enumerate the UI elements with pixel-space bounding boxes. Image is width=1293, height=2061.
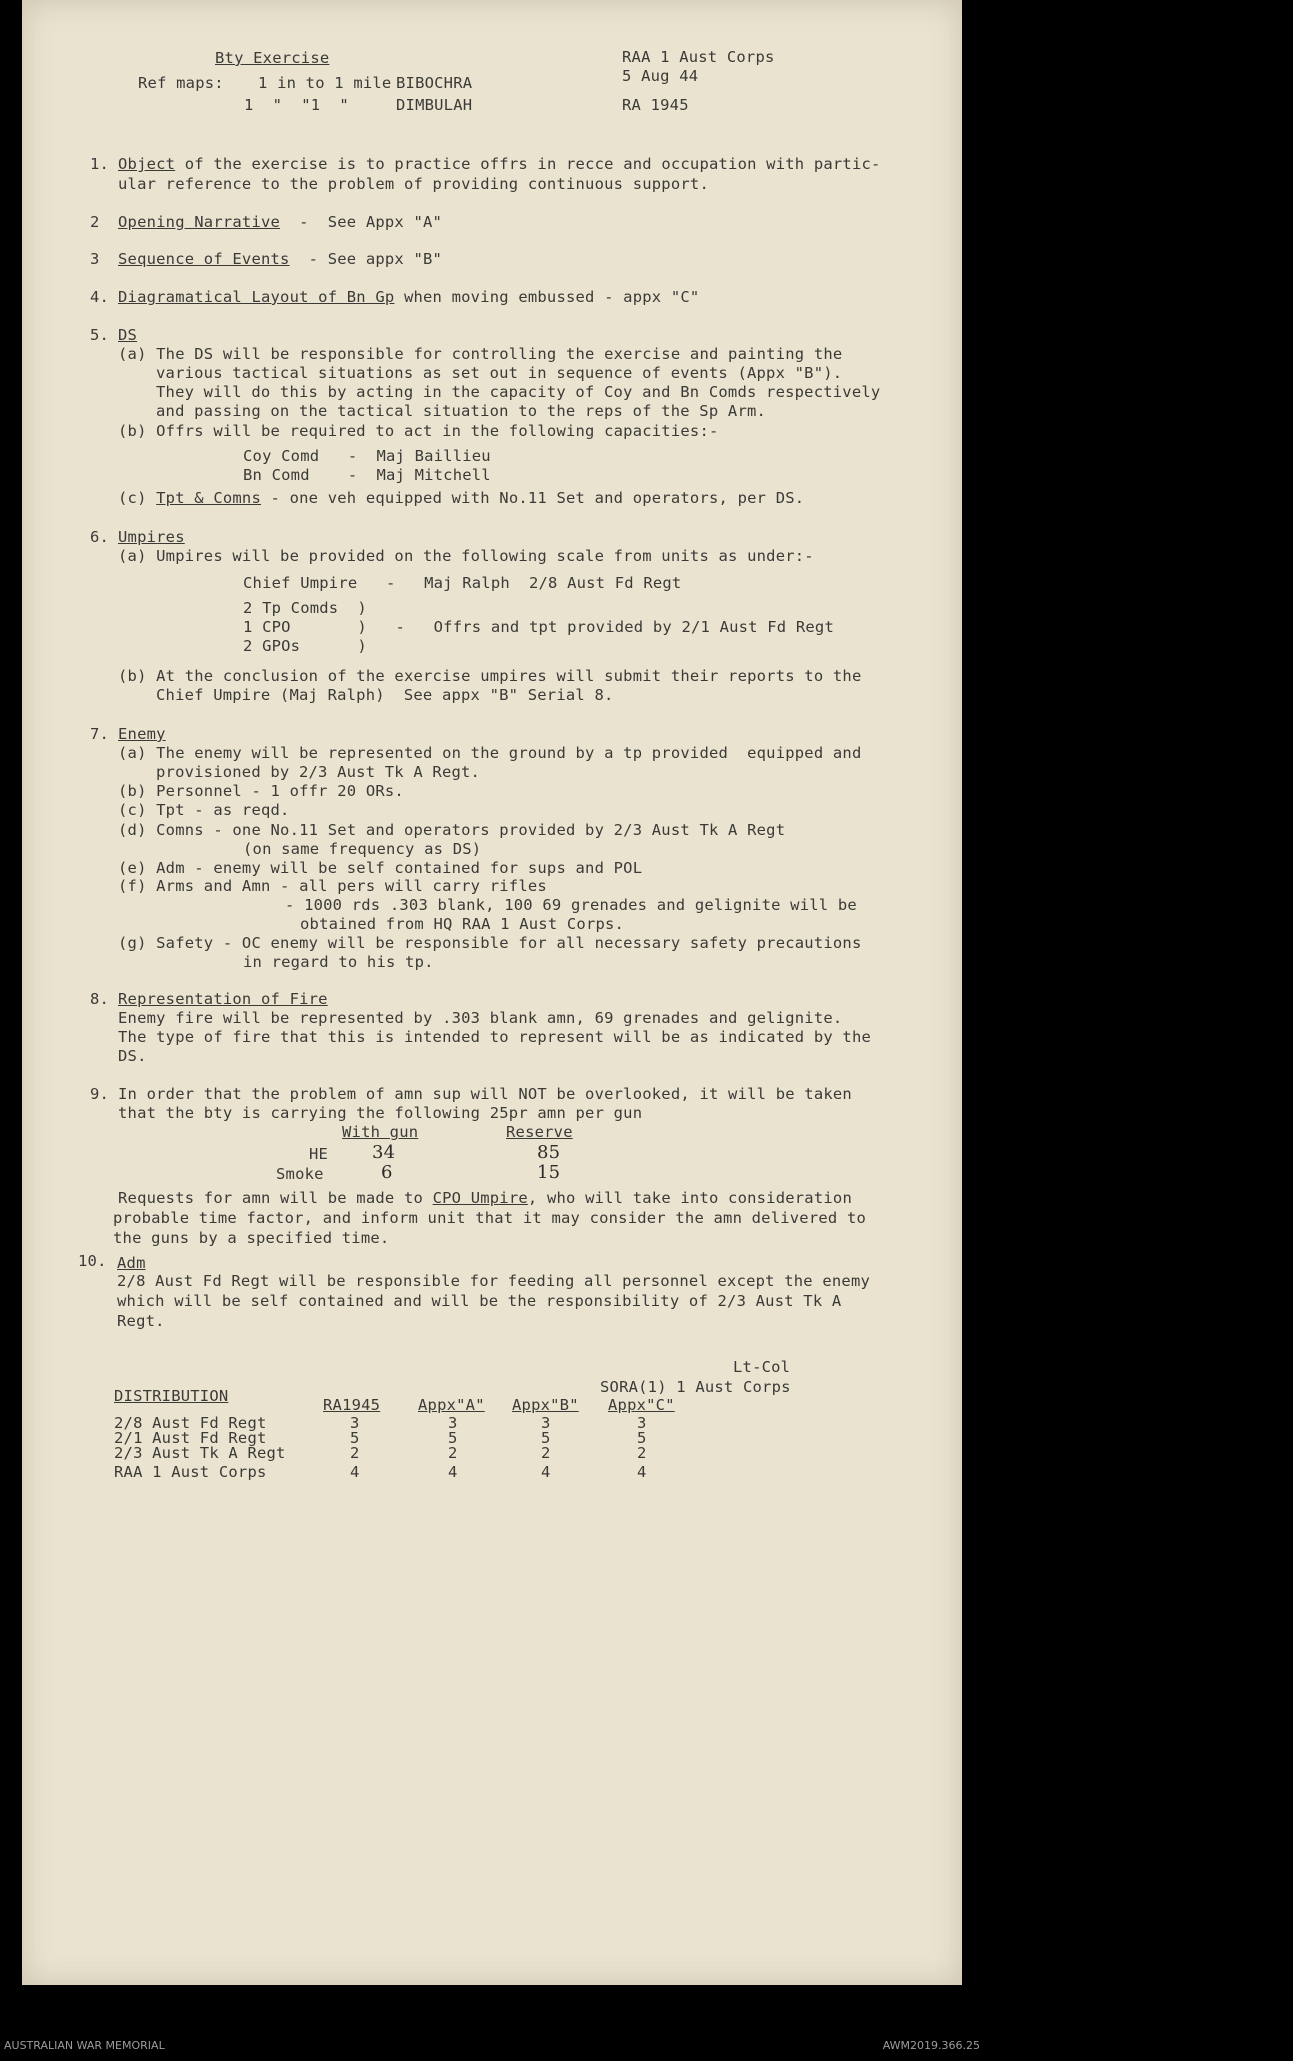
para-5-c	[118, 488, 804, 508]
para-4-text	[118, 287, 699, 307]
para-5-a-line-3: They will do this by acting in the capacity of Coy and Bn Comds respectively	[156, 383, 881, 401]
distribution-value: 5	[637, 1429, 647, 1447]
para-3-text	[118, 249, 442, 269]
para-10-line-3: Regt.	[117, 1312, 165, 1330]
para-6-a-line-1: (a) Umpires will be provided on the following scale from units as under:-	[118, 547, 814, 565]
para-7-f-line-2: - 1000 rds .303 blank, 100 69 grenades and gelignite will be	[285, 896, 857, 914]
para-9-line-2: that the bty is carrying the following 25pr amn per gun	[118, 1104, 643, 1122]
ref-map-1-scale: 1 in to 1 mile	[258, 74, 392, 92]
ammo-row-with: 6	[381, 1162, 393, 1183]
para-1-heading: Object	[118, 155, 176, 173]
header-reference: RA 1945	[622, 96, 689, 114]
ammo-col-with-gun: With gun	[342, 1123, 419, 1141]
ref-map-2-scale: 1 " "1 "	[244, 96, 349, 114]
ammo-row-with: 34	[372, 1142, 396, 1163]
ammo-row-name: HE	[309, 1145, 329, 1163]
distribution-value: 4	[637, 1463, 647, 1481]
para-5-a-line-2: various tactical situations as set out in sequence of events (Appx "B").	[156, 364, 843, 382]
para-4-heading: Diagramatical Layout of Bn Gp	[118, 288, 395, 306]
para-7-d-line-1: (d) Comns - one No.11 Set and operators provided by 2/3 Aust Tk A Regt	[118, 821, 786, 839]
para-1-number: 1.	[90, 155, 110, 173]
distribution-heading: DISTRIBUTION	[114, 1387, 229, 1405]
distribution-unit: 2/3 Aust Tk A Regt	[114, 1444, 286, 1462]
footer-archive-name: AUSTRALIAN WAR MEMORIAL	[4, 2039, 165, 2052]
distribution-value: 4	[350, 1463, 360, 1481]
distribution-col-appx-b: Appx"B"	[512, 1396, 579, 1414]
ref-map-1-name: BIBOCHRA	[396, 74, 473, 92]
para-8-line-1: Enemy fire will be represented by .303 blank amn, 69 grenades and gelignite.	[118, 1009, 843, 1027]
ref-maps-label: Ref maps:	[138, 74, 224, 92]
distribution-value: 4	[448, 1463, 458, 1481]
distribution-value: 5	[541, 1429, 551, 1447]
para-1-line-1: of the exercise is to practice offrs in recce and occupation with partic-	[175, 155, 881, 173]
para-9-request-line-1	[118, 1188, 852, 1208]
para-9-request-line-3: the guns by a specified time.	[113, 1229, 390, 1247]
para-6-chief-umpire: Chief Umpire - Maj Ralph 2/8 Aust Fd Regt	[243, 574, 682, 592]
para-7-d-line-2: (on same frequency as DS)	[243, 840, 482, 858]
para-10-line-2: which will be self contained and will be the responsibility of 2/3 Aust Tk A	[117, 1292, 842, 1310]
para-7-b: (b) Personnel - 1 offr 20 ORs.	[118, 782, 404, 800]
para-4-body: when moving embussed - appx "C"	[394, 288, 700, 306]
para-9-request-line-2: probable time factor, and inform unit that it may consider the amn delivered to	[113, 1209, 867, 1227]
para-2-number: 2	[90, 213, 100, 231]
para-10-heading: Adm	[117, 1254, 146, 1272]
para-6-gpos: 2 GPOs )	[243, 637, 367, 655]
para-5-number: 5.	[90, 326, 110, 344]
para-8-number: 8.	[90, 990, 110, 1008]
distribution-unit: 2/1 Aust Fd Regt	[114, 1429, 267, 1447]
para-8-line-3: DS.	[118, 1047, 147, 1065]
para-5-a-line-4: and passing on the tactical situation to the reps of the Sp Arm.	[156, 402, 767, 420]
para-3-number: 3	[90, 250, 100, 268]
para-7-g-line-1: (g) Safety - OC enemy will be responsible for all necessary safety precautions	[118, 934, 862, 952]
para-5-bn-comd: Bn Comd - Maj Mitchell	[243, 466, 491, 484]
distribution-value: 5	[448, 1429, 458, 1447]
para-7-e: (e) Adm - enemy will be self contained for sups and POL	[118, 859, 643, 877]
document-title: Bty Exercise	[215, 49, 330, 67]
para-5-b-line-1: (b) Offrs will be required to act in the following capacities:-	[118, 422, 719, 440]
para-9-line-1: In order that the problem of amn sup will NOT be overlooked, it will be taken	[118, 1085, 852, 1103]
para-5-c-label: (c)	[118, 489, 157, 507]
para-8-line-2: The type of fire that this is intended to represent will be as indicated by the	[118, 1028, 872, 1046]
para-6-cpo: 1 CPO ) - Offrs and tpt provided by 2/1 Aust Fd Regt	[243, 618, 834, 636]
ref-map-2-name: DIMBULAH	[396, 96, 473, 114]
para-2-text	[118, 212, 442, 232]
para-5-coy-comd: Coy Comd - Maj Baillieu	[243, 447, 491, 465]
para-1-line-2: ular reference to the problem of providing continuous support.	[118, 175, 709, 193]
distribution-value: 3	[541, 1414, 551, 1432]
distribution-value: 2	[541, 1444, 551, 1462]
para-7-number: 7.	[90, 725, 110, 743]
distribution-value: 3	[448, 1414, 458, 1432]
para-6-b-line-1: (b) At the conclusion of the exercise umpires will submit their reports to the	[118, 667, 862, 685]
para-7-f-line-3: obtained from HQ RAA 1 Aust Corps.	[300, 915, 625, 933]
para-5-c-body: - one veh equipped with No.11 Set and operators, per DS.	[261, 489, 805, 507]
para-1-text	[118, 154, 881, 174]
distribution-value: 2	[350, 1444, 360, 1462]
signature-rank: Lt-Col	[733, 1358, 791, 1376]
distribution-value: 3	[637, 1414, 647, 1432]
distribution-unit: RAA 1 Aust Corps	[114, 1463, 267, 1481]
para-2-body: - See Appx "A"	[280, 213, 443, 231]
para-9-request-b: , who will take into consideration	[527, 1189, 852, 1207]
para-9-request-a: Requests for amn will be made to	[118, 1189, 433, 1207]
distribution-value: 2	[448, 1444, 458, 1462]
footer-item-id: AWM2019.366.25	[882, 2039, 980, 2052]
para-10-number: 10.	[78, 1252, 107, 1270]
para-3-body: - See appx "B"	[289, 250, 443, 268]
signature-title: SORA(1) 1 Aust Corps	[600, 1378, 791, 1396]
distribution-value: 5	[350, 1429, 360, 1447]
header-date: 5 Aug 44	[622, 67, 699, 85]
para-7-c: (c) Tpt - as reqd.	[118, 801, 290, 819]
para-6-heading: Umpires	[118, 528, 185, 546]
para-10-line-1: 2/8 Aust Fd Regt will be responsible for feeding all personnel except the enemy	[117, 1272, 871, 1290]
header-org: RAA 1 Aust Corps	[622, 48, 775, 66]
para-2-heading: Opening Narrative	[118, 213, 281, 231]
para-5-c-heading: Tpt & Comns	[156, 489, 261, 507]
ammo-row-reserve: 85	[537, 1142, 561, 1163]
distribution-col-ra1945: RA1945	[323, 1396, 381, 1414]
para-7-a-line-2: provisioned by 2/3 Aust Tk A Regt.	[156, 763, 481, 781]
para-6-tp-comds: 2 Tp Comds )	[243, 599, 367, 617]
para-7-heading: Enemy	[118, 725, 166, 743]
ammo-row-name: Smoke	[276, 1165, 324, 1183]
para-6-number: 6.	[90, 528, 110, 546]
para-7-f-line-1: (f) Arms and Amn - all pers will carry rifles	[118, 877, 547, 895]
distribution-value: 2	[637, 1444, 647, 1462]
para-7-g-line-2: in regard to his tp.	[243, 953, 434, 971]
para-9-number: 9.	[90, 1085, 110, 1103]
ammo-row-reserve: 15	[537, 1162, 561, 1183]
para-6-b-line-2: Chief Umpire (Maj Ralph) See appx "B" Serial 8.	[156, 686, 614, 704]
ammo-col-reserve: Reserve	[506, 1123, 573, 1141]
distribution-value: 3	[350, 1414, 360, 1432]
para-9-cpo-umpire: CPO Umpire	[432, 1189, 528, 1207]
para-3-heading: Sequence of Events	[118, 250, 290, 268]
distribution-col-appx-a: Appx"A"	[418, 1396, 485, 1414]
distribution-value: 4	[541, 1463, 551, 1481]
para-5-a-line-1: (a) The DS will be responsible for controlling the exercise and painting the	[118, 345, 843, 363]
distribution-unit: 2/8 Aust Fd Regt	[114, 1414, 267, 1432]
para-4-number: 4.	[90, 288, 110, 306]
para-8-heading: Representation of Fire	[118, 990, 328, 1008]
distribution-col-appx-c: Appx"C"	[608, 1396, 675, 1414]
para-5-heading: DS	[118, 326, 138, 344]
para-7-a-line-1: (a) The enemy will be represented on the ground by a tp provided equipped and	[118, 744, 862, 762]
